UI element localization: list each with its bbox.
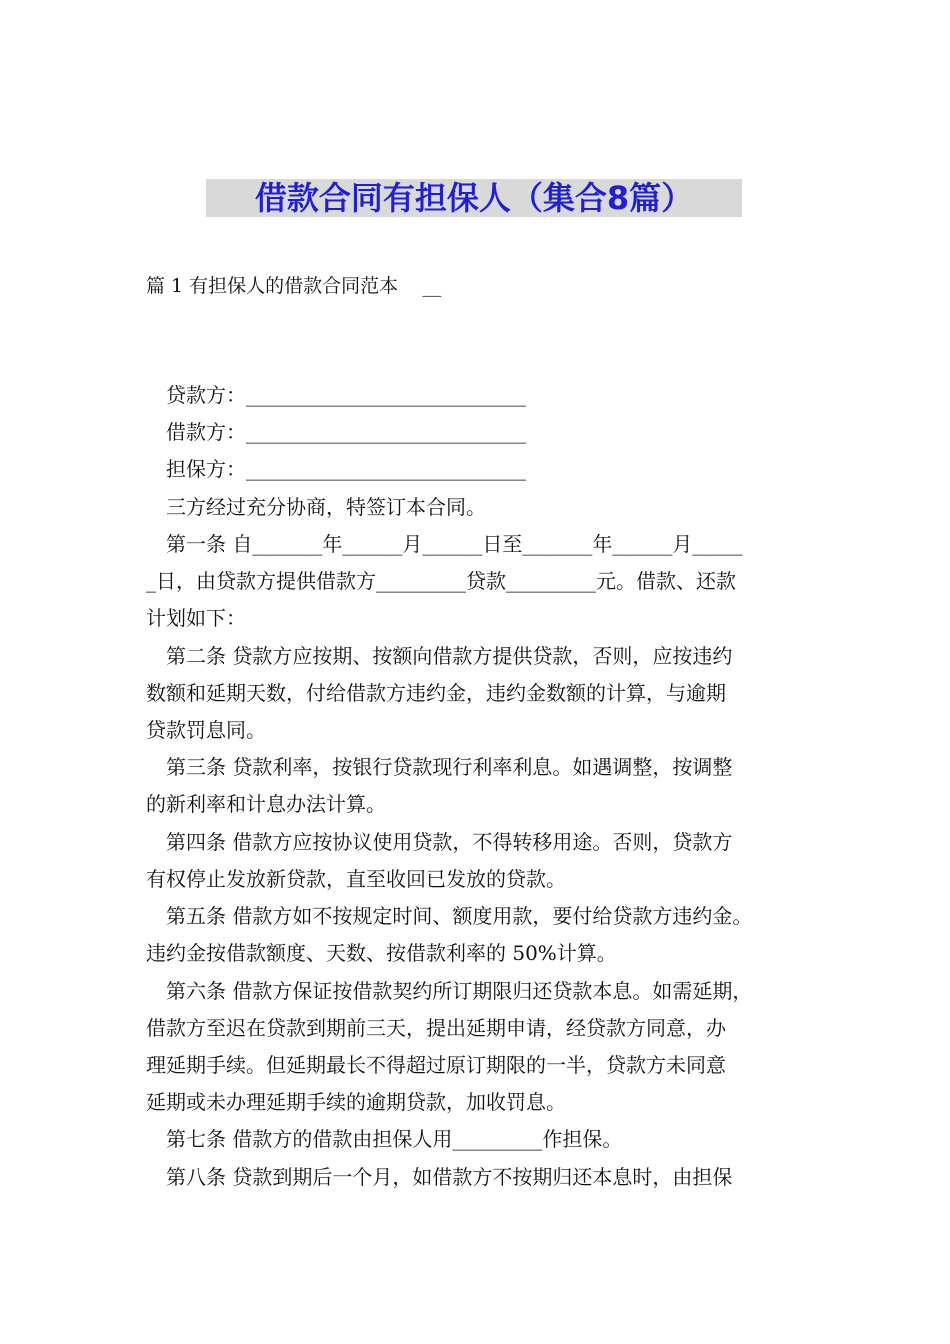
paragraph-line: 有权停止发放新贷款，直至收回已发放的贷款。 xyxy=(146,867,566,891)
paragraph-line: 第七条 借款方的借款由担保人用_________作担保。 xyxy=(166,1127,623,1151)
paragraph-line: 贷款方：____________________________ xyxy=(166,383,526,407)
paragraph-line: 贷款罚息同。 xyxy=(146,718,266,742)
paragraph-line: 违约金按借款额度、天数、按借款利率的 50%计算。 xyxy=(146,941,617,965)
paragraph-line: 第三条 贷款利率，按银行贷款现行利率利息。如遇调整，按调整 xyxy=(166,755,733,779)
document-subtitle: 篇 1 有担保人的借款合同范本 __ xyxy=(146,275,442,297)
paragraph-line: 第四条 借款方应按协议使用贷款，不得转移用途。否则，贷款方 xyxy=(166,830,733,854)
paragraph-line: 第一条 自_______年______月______日至_______年______月_____ xyxy=(166,532,743,556)
paragraph-line: 的新利率和计息办法计算。 xyxy=(146,792,386,816)
paragraph-line: 担保方：____________________________ xyxy=(166,457,526,481)
paragraph-line: _日，由贷款方提供借款方_________贷款_________元。借款、还款 xyxy=(146,569,736,593)
paragraph-line: 三方经过充分协商，特签订本合同。 xyxy=(166,495,486,519)
paragraph-line: 借款方：____________________________ xyxy=(166,420,526,444)
paragraph-line: 借款方至迟在贷款到期前三天，提出延期申请，经贷款方同意，办 xyxy=(146,1016,726,1040)
paragraph-line: 第二条 贷款方应按期、按额向借款方提供贷款，否则，应按违约 xyxy=(166,644,733,668)
document-title-block xyxy=(206,177,742,219)
paragraph-line: 数额和延期天数，付给借款方违约金，违约金数额的计算，与逾期 xyxy=(146,681,726,705)
paragraph-line: 延期或未办理延期手续的逾期贷款，加收罚息。 xyxy=(146,1090,566,1114)
paragraph-line: 理延期手续。但延期最长不得超过原订期限的一半，贷款方未同意 xyxy=(146,1053,726,1077)
paragraph-line: 计划如下： xyxy=(146,606,246,630)
paragraph-line: 第八条 贷款到期后一个月，如借款方不按期归还本息时，由担保 xyxy=(166,1165,733,1189)
paragraph-line: 第六条 借款方保证按借款契约所订期限归还贷款本息。如需延期， xyxy=(166,979,753,1003)
document-title: 借款合同有担保人（集合8篇） xyxy=(254,179,694,217)
paragraph-line: 第五条 借款方如不按规定时间、额度用款，要付给贷款方违约金。 xyxy=(166,904,753,928)
